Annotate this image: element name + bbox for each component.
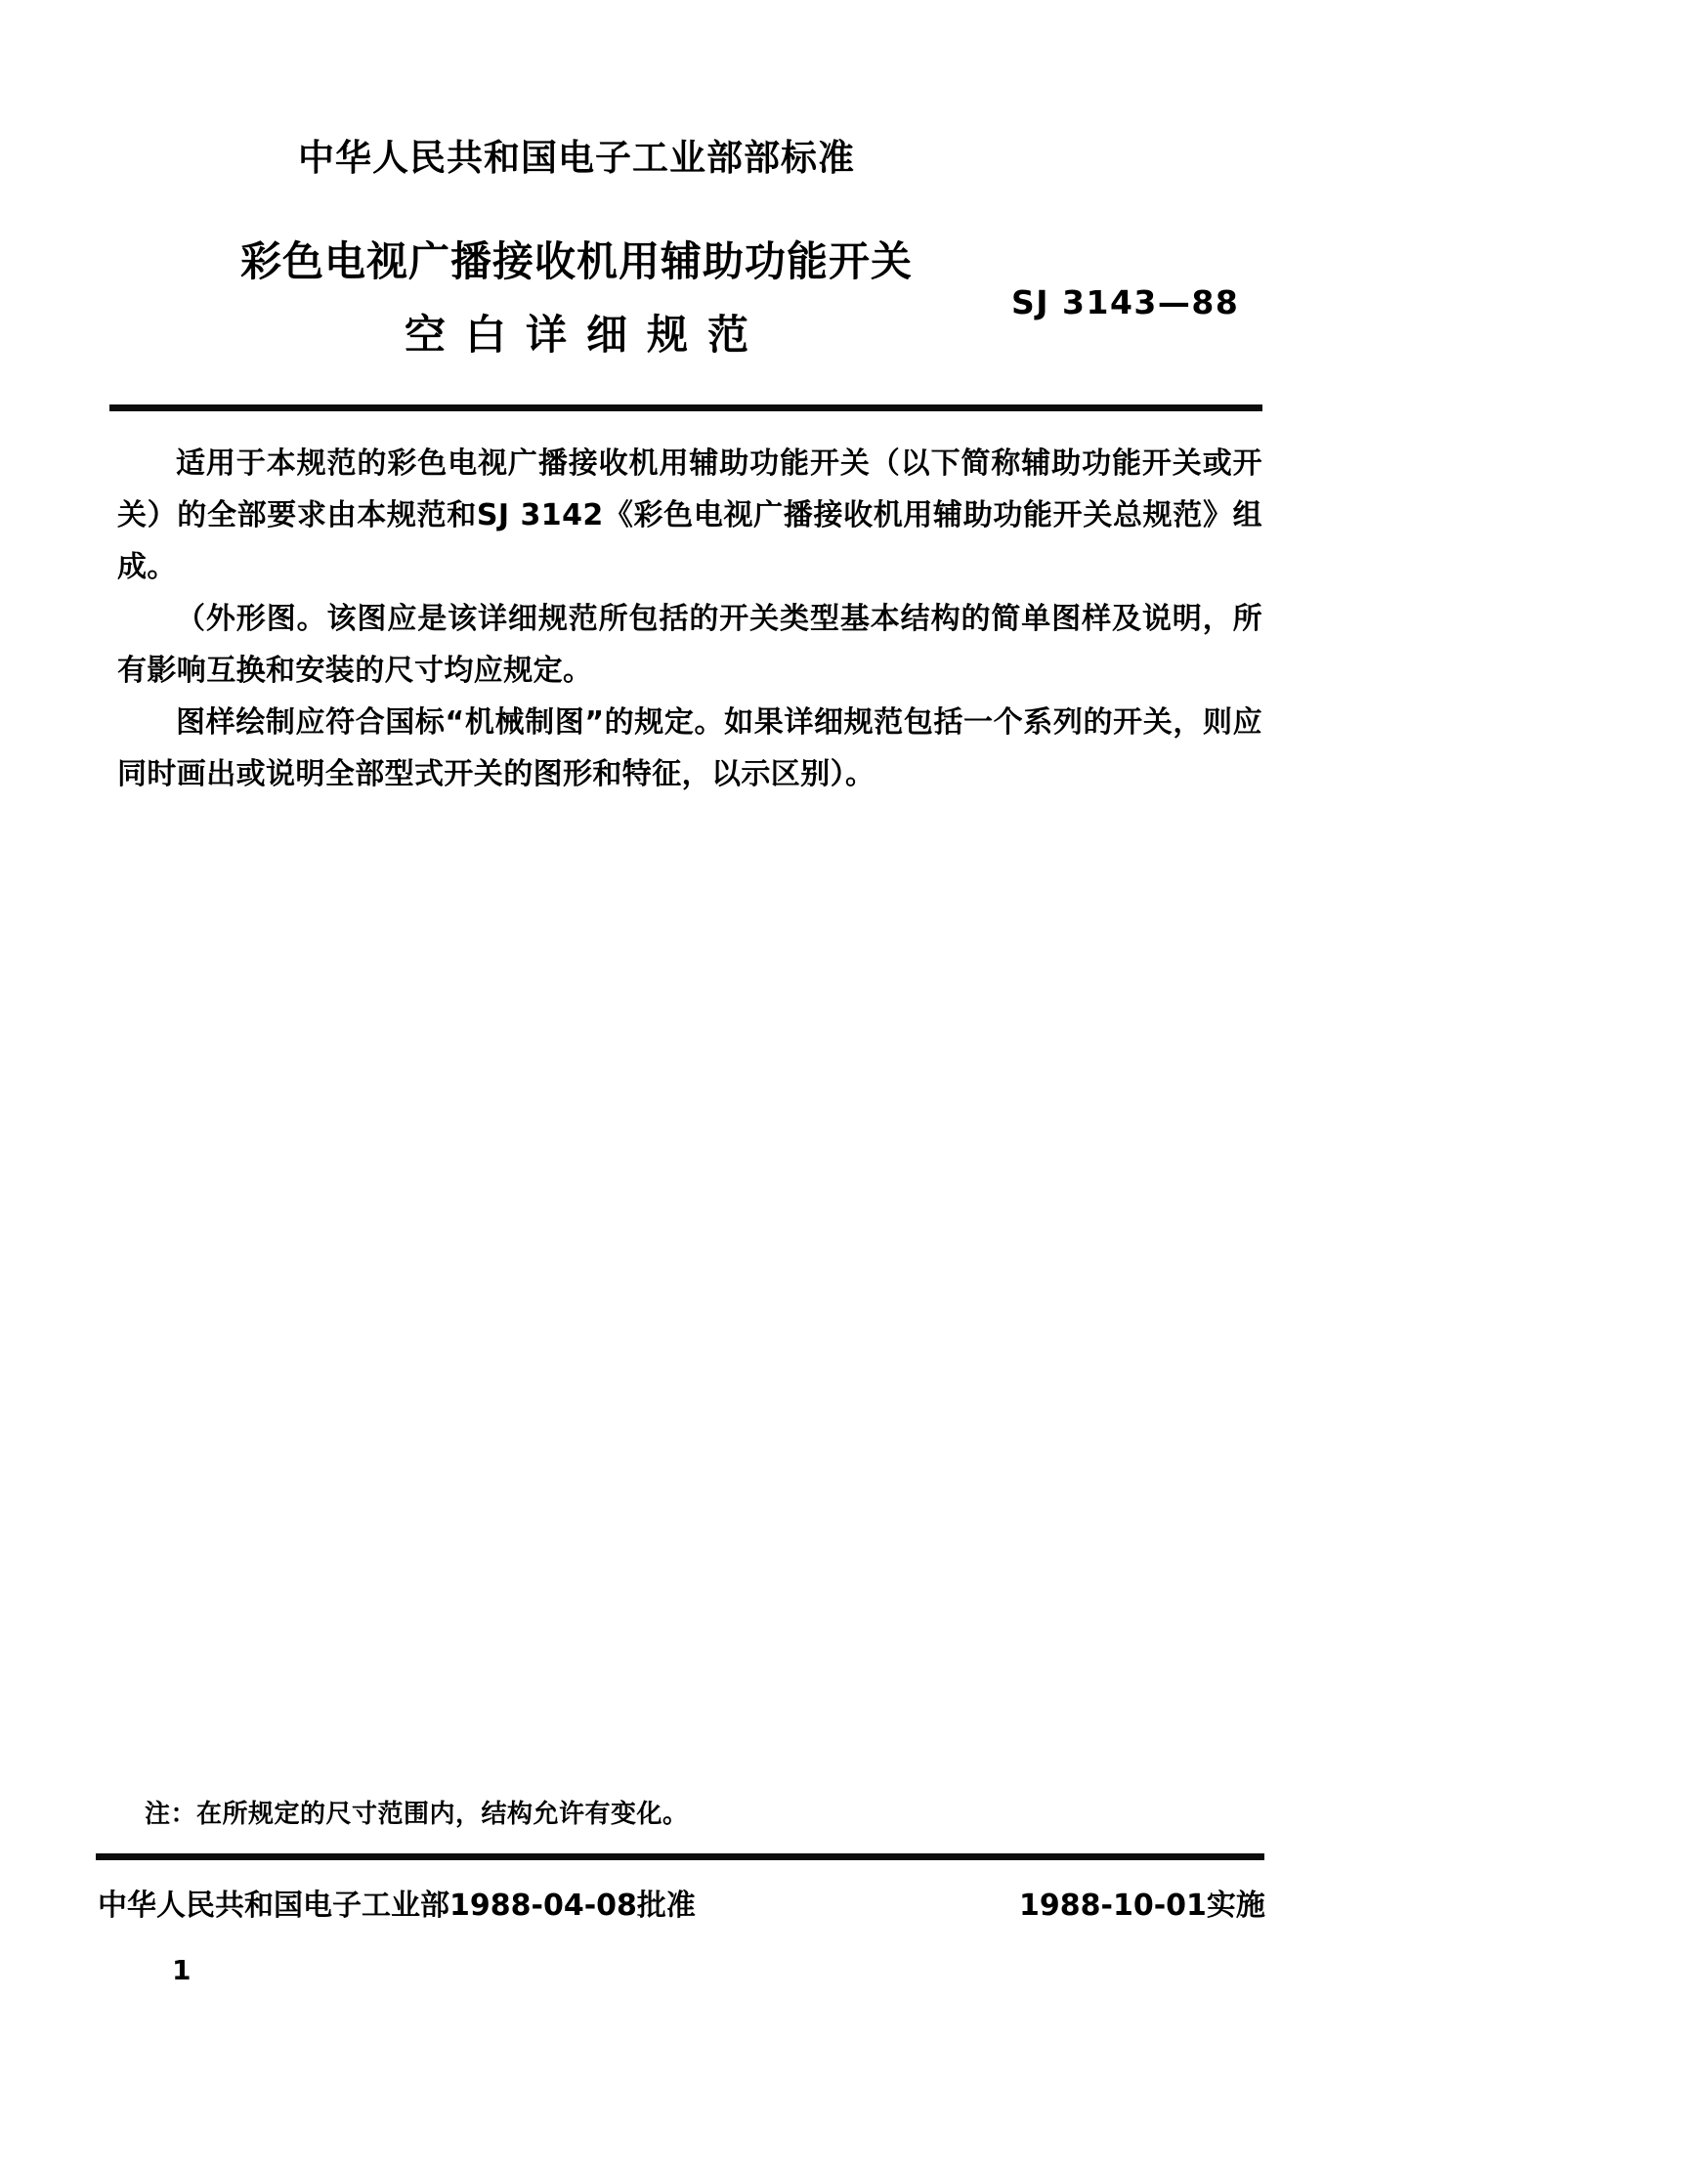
page-title-line-2: 空白详细规范: [404, 310, 768, 359]
standard-number: SJ 3143—88: [1011, 283, 1240, 321]
footer-divider-rule: [96, 1853, 1264, 1860]
page-number: 1: [172, 1954, 192, 1986]
footer-implementation-text: 1988-10-01实施: [1019, 1889, 1265, 1923]
document-title-block: [0, 236, 1153, 361]
page-title-line-1: 彩色电视广播接收机用辅助功能开关: [239, 237, 913, 285]
body-paragraph: （外形图。该图应是该详细规范所包括的开关类型基本结构的简单图样及说明，所有影响互换和安装的尺寸均应规定。: [117, 602, 1262, 688]
body-text: [117, 438, 1262, 800]
footer-approval-text: 中华人民共和国电子工业部1988-04-08批准: [98, 1889, 696, 1923]
footnote-note: 注：在所规定的尺寸范围内，结构允许有变化。: [145, 1800, 689, 1829]
ministry-header: 中华人民共和国电子工业部部标准: [298, 137, 855, 179]
body-paragraph: 图样绘制应符合国标“机械制图”的规定。如果详细规范包括一个系列的开关，则应同时画出或说明全部型式开关的图形和特征，以示区别）。: [117, 705, 1262, 791]
body-paragraph: 适用于本规范的彩色电视广播接收机用辅助功能开关（以下简称辅助功能开关或开关）的全部要求由本规范和SJ 3142《彩色电视广播接收机用辅助功能开关总规范》组成。: [117, 446, 1262, 584]
header-divider-rule: [109, 404, 1262, 411]
